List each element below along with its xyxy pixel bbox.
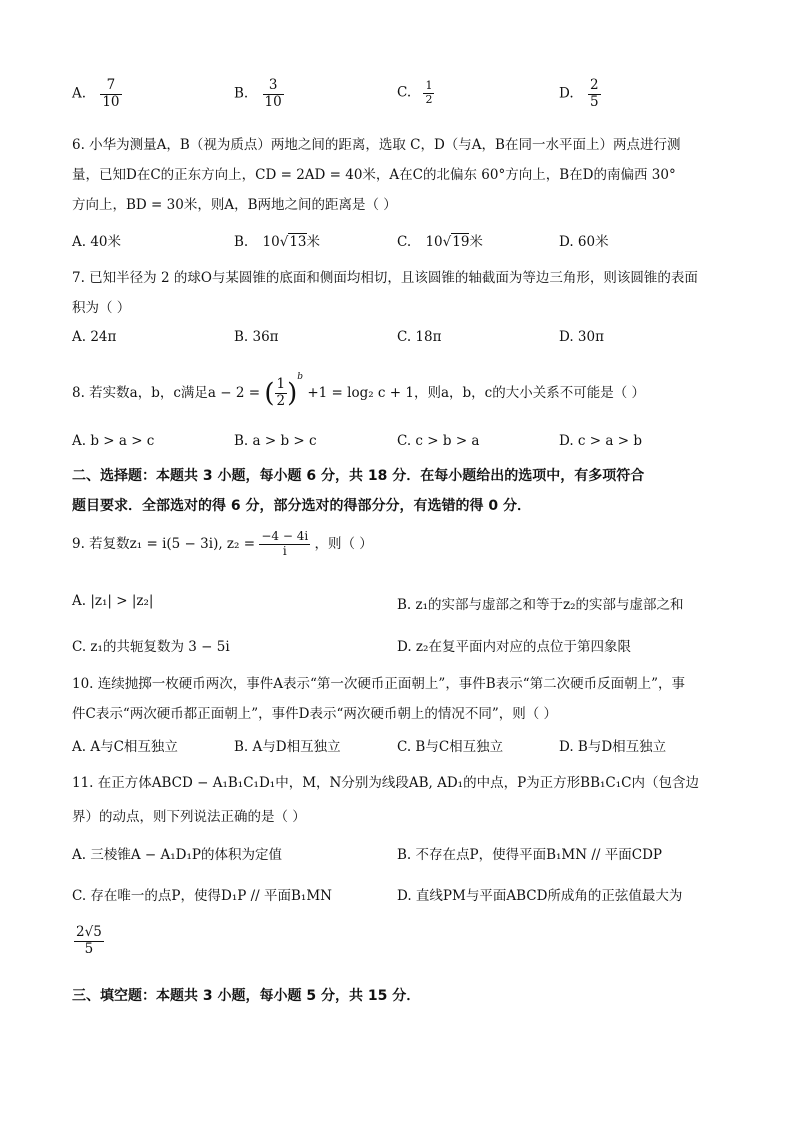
q8-option-c: C. c > b > a (397, 433, 480, 449)
q7-line-1: 7. 已知半径为 2 的球O与某圆锥的底面和侧面均相切，且该圆锥的轴截面为等边三角形，则该圆锥的表面 (72, 270, 698, 286)
q8-option-a: A. b > a > c (72, 433, 155, 449)
q5-option-a (72, 78, 122, 110)
fraction (74, 925, 104, 957)
q9-option-b: B. z₁的实部与虚部之和等于z₂的实部与虚部之和 (397, 597, 684, 613)
sqrt-sign: √ (279, 234, 289, 250)
right-paren: ) (287, 378, 298, 409)
denominator: i (282, 543, 287, 558)
option-letter: A. (72, 85, 87, 102)
q11-option-c: C. 存在唯一的点P，使得D₁P // 平面B₁MN (72, 888, 332, 904)
unit: 米 (306, 234, 320, 250)
q9-stem (72, 530, 373, 559)
q5-option-c (397, 80, 434, 106)
q11-option-b: B. 不存在点P，使得平面B₁MN // 平面CDP (397, 847, 662, 863)
q9-option-d: D. z₂在复平面内对应的点位于第四象限 (397, 639, 631, 655)
coefficient: 10 (425, 234, 443, 250)
stem-prefix: 9. 若复数z₁ = i(5 − 3i), z₂ = (72, 535, 256, 552)
q10-option-c: C. B与C相互独立 (397, 739, 504, 755)
q10-option-a: A. A与C相互独立 (72, 739, 178, 755)
fraction (100, 78, 121, 110)
section-2-heading-line-2: 题目要求．全部选对的得 6 分，部分选对的得部分分，有选错的得 0 分． (72, 498, 531, 514)
q6-option-d: D. 60米 (559, 234, 609, 250)
radicand: 13 (289, 234, 307, 250)
q6-line-3: 方向上，BD = 30米，则A，B两地之间的距离是（ ） (72, 197, 397, 213)
q6-option-a: A. 40米 (72, 234, 122, 250)
numerator: 1 (425, 79, 433, 92)
q8-option-b: B. a > b > c (234, 433, 317, 449)
option-letter: C. (397, 234, 412, 250)
q6-option-c (397, 230, 483, 250)
option-letter: D. (559, 85, 574, 102)
q7-option-d: D. 30π (559, 329, 604, 345)
stem-suffix: +1 = log₂ c + 1，则a，b，c的大小关系不可能是（ ） (307, 385, 645, 401)
q6-option-b (234, 230, 320, 250)
option-letter: B. (234, 85, 249, 102)
q7-option-c: C. 18π (397, 329, 442, 345)
fraction (263, 78, 284, 110)
q7-option-b: B. 36π (234, 329, 279, 345)
left-paren: ( (264, 378, 275, 409)
denominator: 10 (264, 93, 282, 110)
denominator: 10 (102, 93, 120, 110)
q9-option-c: C. z₁的共轭复数为 3 − 5i (72, 639, 230, 655)
q5-option-b (234, 78, 284, 110)
q6-line-1: 6. 小华为测量A，B（视为质点）两地之间的距离，选取 C，D（与A，B在同一水平面上）两点进行测 (72, 137, 681, 153)
fraction (275, 377, 288, 409)
q11-option-a: A. 三棱锥A − A₁D₁P的体积为定值 (72, 847, 282, 863)
q11-line-1: 11. 在正方体ABCD − A₁B₁C₁D₁中，M，N分别为线段AB, AD₁的中点，P为正方形BB₁C₁C内（包含边 (72, 775, 699, 791)
option-letter: C. (397, 84, 412, 101)
stem-suffix: ，则（ ） (314, 535, 373, 552)
denominator: 5 (84, 940, 94, 957)
numerator: 2 (589, 77, 599, 93)
q10-option-d: D. B与D相互独立 (559, 739, 667, 755)
denominator: 5 (589, 93, 599, 110)
numerator: 3 (263, 78, 284, 95)
section-3-heading: 三、填空题：本题共 3 小题，每小题 5 分，共 15 分． (72, 988, 421, 1004)
option-letter: B. (234, 234, 249, 250)
fraction (423, 80, 434, 106)
denominator: 2 (276, 393, 286, 409)
q11-option-d: D. 直线PM与平面ABCD所成角的正弦值最大为 (397, 888, 683, 904)
q10-option-b: B. A与D相互独立 (234, 739, 341, 755)
q8-option-d: D. c > a > b (559, 433, 642, 449)
radicand: 19 (452, 234, 470, 250)
numerator: 1 (276, 376, 286, 393)
q10-line-2: 件C表示“两次硬币都正面朝上”，事件D表示“两次硬币朝上的情况不同”，则（ ） (72, 706, 558, 722)
q7-line-2: 积为（ ） (72, 300, 131, 316)
q11-line-2: 界）的动点，则下列说法正确的是（ ） (72, 809, 306, 825)
q5-option-d (559, 78, 601, 110)
q6-line-2: 量，已知D在C的正东方向上，CD = 2AD = 40米，A在C的北偏东 60°方向上，B在D的南偏西 30° (72, 167, 676, 183)
fraction (588, 78, 601, 110)
q8-stem (72, 372, 645, 410)
stem-prefix: 8. 若实数a，b，c满足a − 2 = (72, 385, 261, 401)
denominator: 2 (425, 92, 433, 106)
numerator: 7 (100, 78, 121, 95)
numerator: 2√5 (76, 924, 102, 940)
numerator: −4 − 4i (261, 529, 309, 543)
section-2-heading-line-1: 二、选择题：本题共 3 小题，每小题 6 分，共 18 分．在每小题给出的选项中，有多项符合 (72, 468, 645, 484)
sqrt-sign: √ (442, 234, 452, 250)
q10-line-1: 10. 连续抛掷一枚硬币两次，事件A表示“第一次硬币正面朝上”，事件B表示“第二次硬币反面朝上”，事 (72, 676, 686, 692)
q7-option-a: A. 24π (72, 329, 117, 345)
exponent: b (297, 372, 304, 382)
q11-option-d-fraction (74, 925, 104, 957)
q9-option-a: A. |z₁| > |z₂| (72, 593, 154, 609)
unit: 米 (469, 234, 483, 250)
fraction (259, 530, 310, 559)
coefficient: 10 (262, 234, 280, 250)
